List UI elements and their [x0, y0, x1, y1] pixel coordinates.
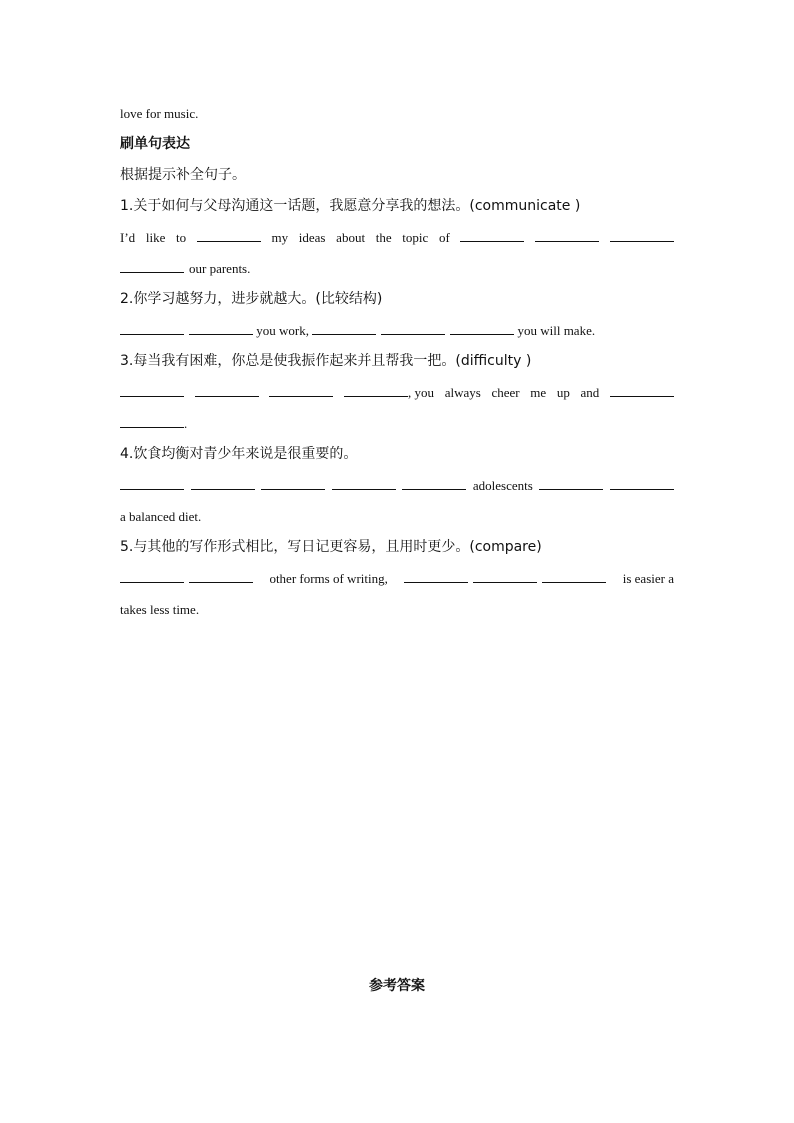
- question-1-answer-line-2: [120, 253, 674, 284]
- worksheet-content: [120, 98, 674, 625]
- word: up: [556, 385, 570, 400]
- answer-blank[interactable]: [120, 474, 184, 490]
- answer-blank[interactable]: [189, 319, 253, 335]
- question-4-prompt: 4.饮食均衡对青少年来说是很重要的。: [120, 446, 358, 462]
- answer-blank[interactable]: [195, 381, 259, 397]
- question-1-prompt: 1.关于如何与父母沟通这一话题，我愿意分享我的想法。(communicate ): [120, 198, 581, 214]
- answer-blank[interactable]: [120, 381, 184, 397]
- answer-blank[interactable]: [120, 257, 184, 273]
- word: ideas: [298, 230, 326, 245]
- question-3-answer-line: [120, 377, 674, 408]
- answer-blank[interactable]: [191, 474, 255, 490]
- answer-blank[interactable]: [332, 474, 396, 490]
- word: I’d: [120, 230, 136, 245]
- answer-blank[interactable]: [261, 474, 325, 490]
- answer-blank[interactable]: [269, 381, 333, 397]
- answer-blank[interactable]: [381, 319, 445, 335]
- sentence-middle: other forms of writing,: [269, 571, 388, 586]
- word: the: [375, 230, 392, 245]
- answer-blank[interactable]: [312, 319, 376, 335]
- answer-blank[interactable]: [344, 381, 408, 397]
- word: and: [580, 385, 600, 400]
- word: of: [438, 230, 450, 245]
- word: my: [271, 230, 289, 245]
- answer-blank[interactable]: [120, 567, 184, 583]
- question-4-answer-line: [120, 470, 674, 501]
- word: cheer: [491, 385, 520, 400]
- question-5-answer-line-2: takes less time.: [120, 602, 200, 617]
- question-2-answer-line: [120, 315, 674, 346]
- sentence-end: our parents.: [189, 261, 251, 276]
- answer-blank[interactable]: [542, 567, 606, 583]
- word: like: [145, 230, 166, 245]
- word: topic: [402, 230, 429, 245]
- answer-blank[interactable]: [197, 226, 261, 242]
- question-4-answer-line-2: a balanced diet.: [120, 509, 202, 524]
- answer-blank[interactable]: [120, 319, 184, 335]
- answer-blank[interactable]: [404, 567, 468, 583]
- instruction-text: 根据提示补全句子。: [120, 167, 246, 183]
- sentence-end: you will make.: [517, 323, 596, 338]
- answer-blank[interactable]: [610, 381, 674, 397]
- answer-blank[interactable]: [610, 226, 674, 242]
- question-5-answer-line: [120, 563, 674, 594]
- question-5-prompt: 5.与其他的写作形式相比，写日记更容易，且用时更少。(compare): [120, 539, 542, 555]
- answer-key-title: 参考答案: [369, 978, 425, 994]
- answer-blank[interactable]: [402, 474, 466, 490]
- word: about: [336, 230, 366, 245]
- answer-blank[interactable]: [460, 226, 524, 242]
- answer-blank[interactable]: [120, 412, 184, 428]
- word: to: [176, 230, 187, 245]
- answer-blank[interactable]: [450, 319, 514, 335]
- word: me: [530, 385, 547, 400]
- answer-blank[interactable]: [539, 474, 603, 490]
- carry-over-line: love for music.: [120, 106, 199, 121]
- answer-blank[interactable]: [473, 567, 537, 583]
- question-2-prompt: 2.你学习越努力，进步就越大。(比较结构): [120, 291, 383, 307]
- question-1-answer-line: [120, 222, 674, 253]
- answer-blank[interactable]: [535, 226, 599, 242]
- answer-blank[interactable]: [189, 567, 253, 583]
- sentence-middle: you work,: [256, 323, 309, 338]
- word: , you: [408, 385, 435, 400]
- section-title: 刷单句表达: [120, 136, 190, 152]
- sentence-tail: is easier a: [622, 571, 674, 586]
- sentence-middle: adolescents: [472, 478, 533, 493]
- question-3-answer-line-2: [120, 408, 674, 439]
- word: always: [444, 385, 481, 400]
- sentence-end: .: [184, 416, 188, 431]
- answer-blank[interactable]: [610, 474, 674, 490]
- question-3-prompt: 3.每当我有困难，你总是使我振作起来并且帮我一把。(difficulty ): [120, 353, 532, 369]
